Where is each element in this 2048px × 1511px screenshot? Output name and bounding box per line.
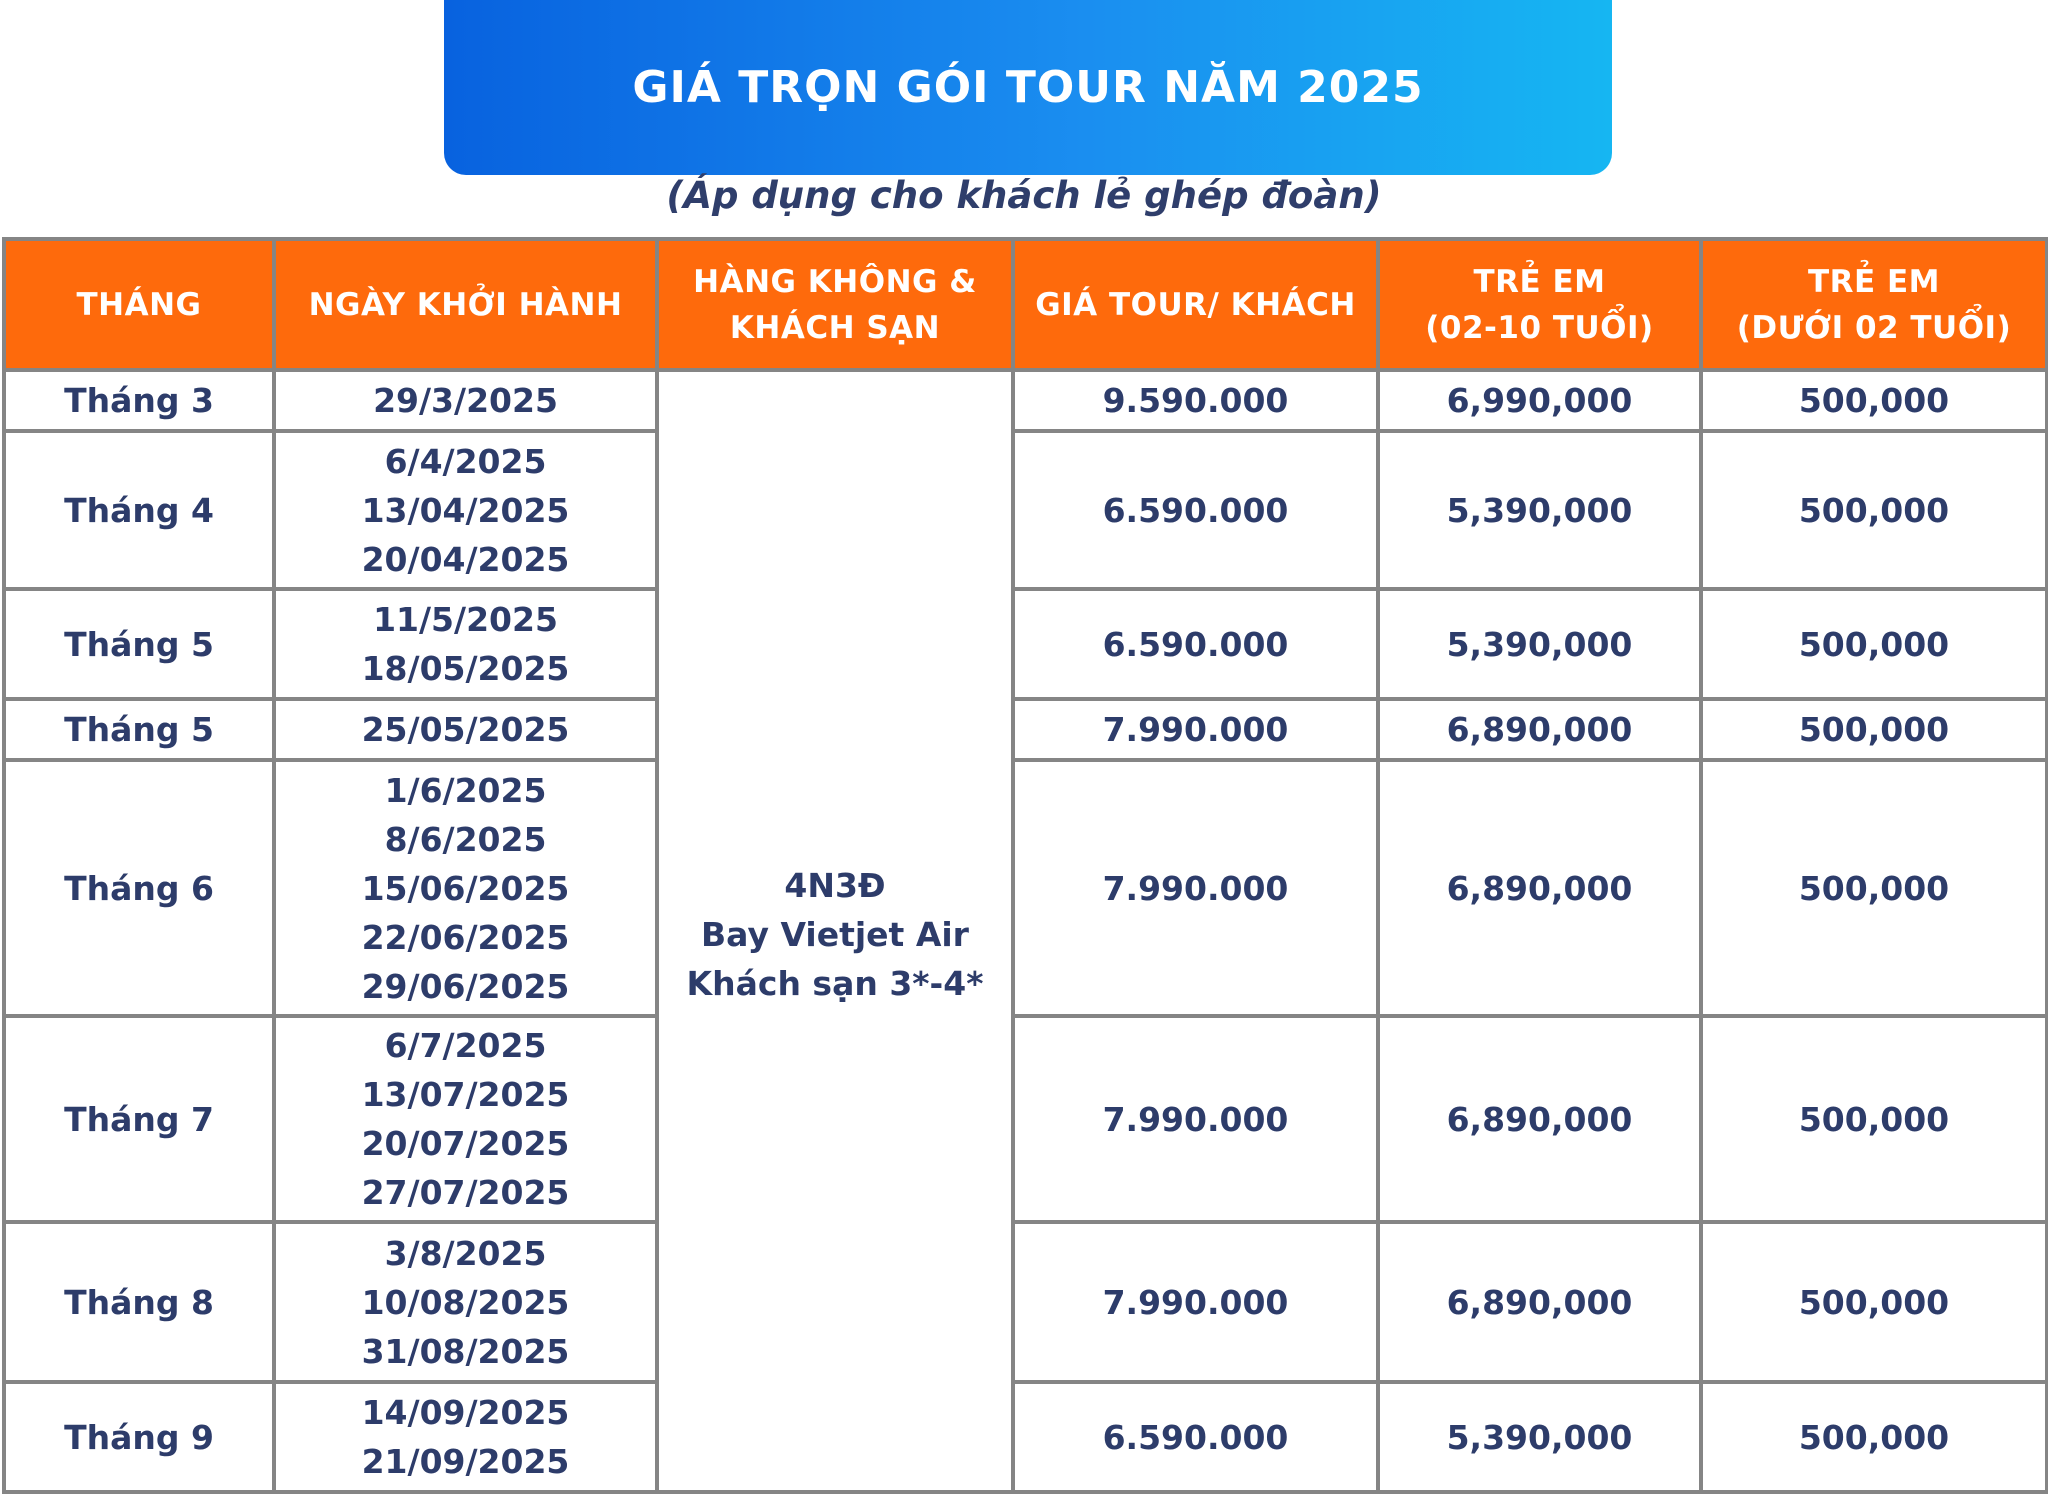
departure-date: 10/08/2025	[361, 1282, 570, 1322]
table-header-row	[4, 239, 2047, 370]
infant-price-cell: 500,000	[1701, 370, 2047, 431]
tour-price-cell: 7.990.000	[1013, 1016, 1378, 1222]
child-price-cell: 6,890,000	[1378, 699, 1701, 760]
departure-date: 14/09/2025	[361, 1393, 570, 1432]
infant-price-cell: 500,000	[1701, 699, 2047, 760]
table-row	[4, 431, 2047, 589]
infant-price-cell: 500,000	[1701, 1382, 2047, 1492]
child-price-cell: 6,890,000	[1378, 1016, 1701, 1222]
departure-dates-cell	[274, 1222, 657, 1382]
departure-date: 1/6/2025	[384, 770, 547, 810]
month-cell: Tháng 6	[4, 760, 274, 1016]
month-cell: Tháng 4	[4, 431, 274, 589]
airline-hotel-line: Bay Vietjet Air	[701, 914, 969, 954]
child-price-cell: 6,990,000	[1378, 370, 1701, 431]
departure-dates-cell	[274, 370, 657, 431]
departure-date: 6/7/2025	[384, 1026, 547, 1065]
page-title: GIÁ TRỌN GÓI TOUR NĂM 2025	[632, 62, 1424, 113]
table-body	[4, 370, 2047, 1492]
child-price-cell: 5,390,000	[1378, 431, 1701, 589]
departure-date: 11/5/2025	[373, 600, 558, 639]
infant-price-cell: 500,000	[1701, 1222, 2047, 1382]
departure-date: 13/04/2025	[361, 490, 570, 530]
departure-date: 20/04/2025	[361, 539, 570, 579]
departure-date: 20/07/2025	[361, 1124, 570, 1163]
header-departure-dates: NGÀY KHỞI HÀNH	[274, 239, 657, 370]
price-table	[2, 237, 2048, 1494]
month-cell: Tháng 5	[4, 589, 274, 699]
table-row	[4, 699, 2047, 760]
departure-date: 6/4/2025	[384, 441, 547, 481]
month-cell: Tháng 9	[4, 1382, 274, 1492]
departure-dates-cell	[274, 699, 657, 760]
child-price-cell: 5,390,000	[1378, 1382, 1701, 1492]
departure-dates-cell	[274, 1016, 657, 1222]
tour-price-cell: 6.590.000	[1013, 1382, 1378, 1492]
header-month: THÁNG	[4, 239, 274, 370]
tour-price-cell: 6.590.000	[1013, 589, 1378, 699]
airline-hotel-line: Khách sạn 3*-4*	[686, 963, 984, 1003]
departure-date: 21/09/2025	[361, 1442, 570, 1481]
departure-dates-cell	[274, 760, 657, 1016]
tour-price-cell: 6.590.000	[1013, 431, 1378, 589]
table-row	[4, 1382, 2047, 1492]
tour-price-cell: 7.990.000	[1013, 699, 1378, 760]
child-price-cell: 5,390,000	[1378, 589, 1701, 699]
departure-date: 13/07/2025	[361, 1075, 570, 1114]
month-cell: Tháng 5	[4, 699, 274, 760]
header-tour-price: GIÁ TOUR/ KHÁCH	[1013, 239, 1378, 370]
airline-hotel-cell	[657, 370, 1013, 1492]
header-infant-price: TRẺ EM (DƯỚI 02 TUỔI)	[1701, 239, 2047, 370]
departure-date: 29/06/2025	[361, 966, 570, 1006]
page-subtitle: (Áp dụng cho khách lẻ ghép đoàn)	[666, 174, 1382, 217]
child-price-cell: 6,890,000	[1378, 1222, 1701, 1382]
departure-dates-cell	[274, 589, 657, 699]
infant-price-cell: 500,000	[1701, 589, 2047, 699]
tour-price-cell: 9.590.000	[1013, 370, 1378, 431]
table-row	[4, 1222, 2047, 1382]
infant-price-cell: 500,000	[1701, 760, 2047, 1016]
month-cell: Tháng 7	[4, 1016, 274, 1222]
tour-price-cell: 7.990.000	[1013, 1222, 1378, 1382]
infant-price-cell: 500,000	[1701, 1016, 2047, 1222]
departure-dates-cell	[274, 431, 657, 589]
departure-date: 31/08/2025	[361, 1331, 570, 1371]
tour-price-cell: 7.990.000	[1013, 760, 1378, 1016]
departure-date: 27/07/2025	[361, 1173, 570, 1212]
departure-dates-cell	[274, 1382, 657, 1492]
child-price-cell: 6,890,000	[1378, 760, 1701, 1016]
departure-date: 3/8/2025	[384, 1233, 547, 1273]
table-row	[4, 589, 2047, 699]
month-cell: Tháng 3	[4, 370, 274, 431]
departure-date: 18/05/2025	[361, 649, 570, 688]
departure-date: 15/06/2025	[361, 868, 570, 908]
departure-date: 8/6/2025	[384, 819, 547, 859]
title-banner	[444, 0, 1612, 175]
table-row	[4, 1016, 2047, 1222]
table-row	[4, 760, 2047, 1016]
table-row	[4, 370, 2047, 431]
departure-date: 25/05/2025	[361, 710, 570, 749]
infant-price-cell: 500,000	[1701, 431, 2047, 589]
departure-date: 22/06/2025	[361, 917, 570, 957]
departure-date: 29/3/2025	[373, 381, 558, 420]
header-child-price: TRẺ EM (02-10 TUỔI)	[1378, 239, 1701, 370]
airline-hotel-line: 4N3Đ	[784, 865, 886, 905]
month-cell: Tháng 8	[4, 1222, 274, 1382]
header-airline-hotel: HÀNG KHÔNG & KHÁCH SẠN	[657, 239, 1013, 370]
